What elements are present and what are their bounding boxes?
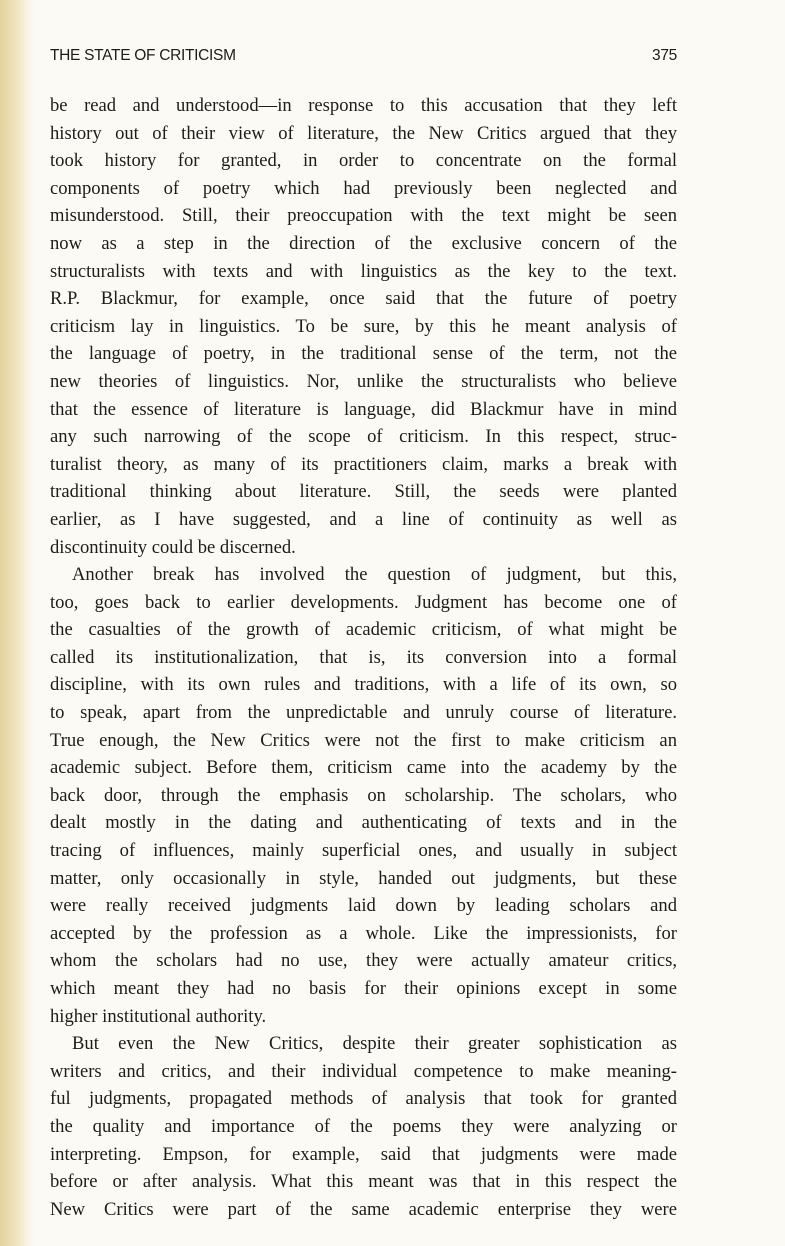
text-line: that the essence of literature is language, did Blackmur have in mind — [50, 398, 677, 420]
text-line: history out of their view of literature, the New Critics argued that they — [50, 122, 677, 144]
text-line: Another break has involved the question of judgment, but this, — [72, 564, 677, 586]
text-line: which meant they had no basis for their opinions except in some — [50, 978, 677, 999]
text-line: back door, through the emphasis on scholarship. The scholars, who — [50, 784, 677, 806]
text-line: tracing of influences, mainly superficial ones, and usually in subject — [50, 840, 677, 862]
text-line: discontinuity could be discerned. — [50, 536, 296, 558]
page-number: 375 — [652, 47, 677, 64]
text-line: traditional thinking about literature. Still, the seeds were planted — [50, 481, 677, 503]
text-line: the casualties of the growth of academic criticism, of what might be — [50, 619, 677, 641]
page-edge-shadow — [0, 0, 34, 1246]
text-line: to speak, apart from the unpredictable and unruly course of literature. — [50, 702, 677, 724]
text-line: called its institutionalization, that is, its conversion into a formal — [50, 646, 677, 668]
text-line: the quality and importance of the poems they were analyzing or — [50, 1115, 677, 1137]
running-header — [50, 47, 677, 71]
text-line: discipline, with its own rules and traditions, with a life of its own, so — [50, 674, 677, 696]
text-line: dealt mostly in the dating and authenticating of texts and in the — [50, 812, 677, 834]
text-line: new theories of linguistics. Nor, unlike the structuralists who believe — [50, 370, 677, 392]
text-line: matter, only occasionally in style, handed out judgments, but these — [50, 867, 677, 889]
text-line: criticism lay in linguistics. To be sure, by this he meant analysis of — [50, 315, 677, 337]
text-line: interpreting. Empson, for example, said that judgments were made — [50, 1143, 677, 1165]
text-line: before or after analysis. What this meant was that in this respect the — [50, 1171, 677, 1193]
text-line: New Critics were part of the same academic enterprise they were — [50, 1198, 677, 1220]
text-line: misunderstood. Still, their preoccupation with the text might be seen — [50, 205, 677, 227]
text-line: accepted by the profession as a whole. Like the impressionists, for — [50, 922, 677, 944]
text-line: turalist theory, as many of its practitioners claim, marks a break with — [50, 453, 677, 475]
text-line: writers and critics, and their individual competence to make meaning- — [50, 1060, 677, 1082]
text-line: too, goes back to earlier developments. Judgment has become one of — [50, 591, 677, 613]
text-line: But even the New Critics, despite their greater sophistication as — [72, 1033, 677, 1055]
paragraph — [50, 561, 677, 1030]
text-line: structuralists with texts and with linguistics as the key to the text. — [50, 260, 677, 282]
text-line: be read and understood—in response to this accusation that they left — [50, 95, 677, 116]
text-line: ful judgments, propagated methods of analysis that took for granted — [50, 1088, 677, 1110]
text-line: took history for granted, in order to concentrate on the formal — [50, 150, 677, 172]
text-line: components of poetry which had previously been neglected and — [50, 177, 677, 199]
text-line: now as a step in the direction of the exclusive concern of the — [50, 232, 677, 254]
text-line: whom the scholars had no use, they were actually amateur critics, — [50, 950, 677, 972]
text-line: higher institutional authority. — [50, 1005, 267, 1027]
paragraph — [50, 92, 677, 561]
text-line: any such narrowing of the scope of criticism. In this respect, struc- — [50, 426, 677, 448]
body-text — [50, 92, 677, 1223]
text-line: R.P. Blackmur, for example, once said that the future of poetry — [50, 288, 677, 310]
text-line: earlier, as I have suggested, and a line of continuity as well as — [50, 508, 677, 530]
text-line: were really received judgments laid down by leading scholars and — [50, 895, 677, 917]
text-line: the language of poetry, in the traditional sense of the term, not the — [50, 343, 677, 365]
text-line: True enough, the New Critics were not the first to make criticism an — [50, 729, 677, 751]
running-title: THE STATE OF CRITICISM — [50, 47, 236, 64]
paragraph — [50, 1030, 677, 1223]
text-line: academic subject. Before them, criticism came into the academy by the — [50, 757, 677, 779]
